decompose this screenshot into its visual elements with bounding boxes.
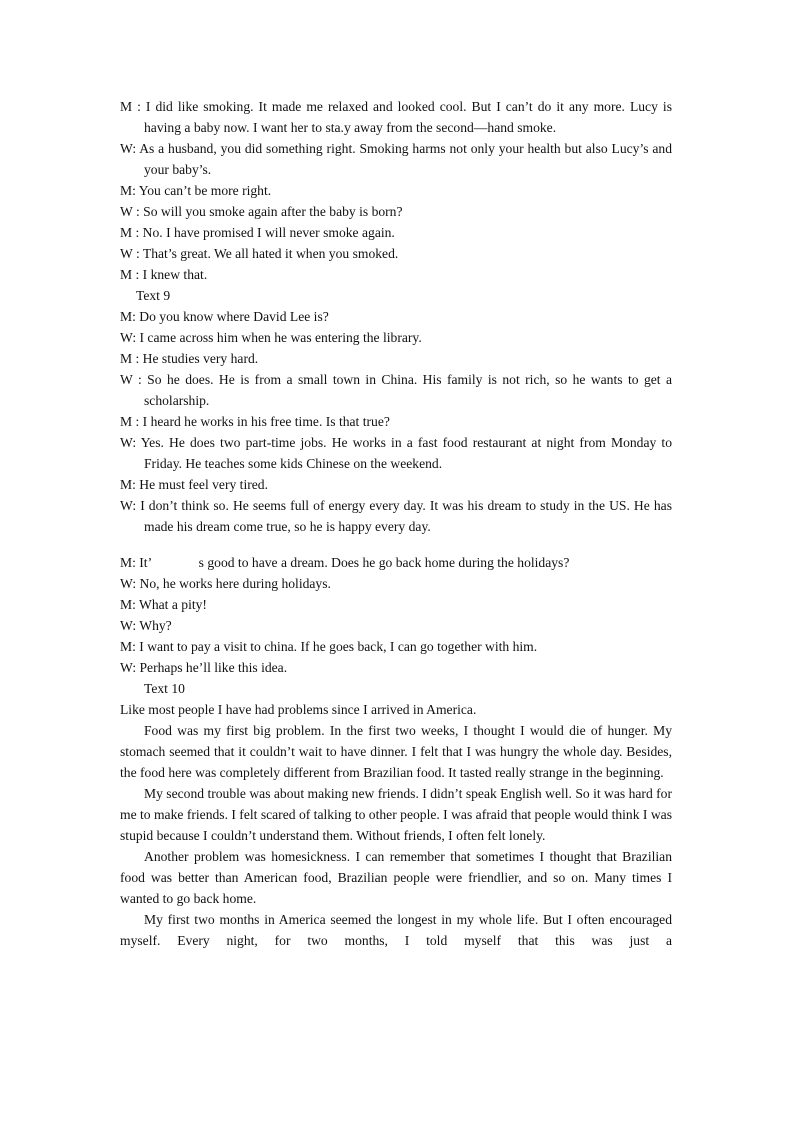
paragraph: Food was my first big problem. In the first two weeks, I thought I would die of hunger. My stomach seemed that it couldn’t wait to have dinner. I felt that I was hungry the whole day. Besides, the food here was completely different from Brazilian food. It tasted really strange in the beginning. xyxy=(120,723,672,780)
dialogue-line: W: Perhaps he’ll like this idea. xyxy=(120,660,288,675)
dialogue-line: M : I knew that. xyxy=(120,267,208,282)
dialogue-line: W: I don’t think so. He seems full of energy every day. It was his dream to study in the US. He has made his dream come true, so he is happy every day. xyxy=(120,498,672,534)
dialogue-line: W : That’s great. We all hated it when you smoked. xyxy=(120,246,399,261)
paragraph: Another problem was homesickness. I can remember that sometimes I thought that Brazilian food was better than American food, Brazilian people were friendlier, and so on. Many times I wanted to go back home. xyxy=(120,849,672,906)
dialogue-line: W : So he does. He is from a small town in China. His family is not rich, so he wants to get a scholarship. xyxy=(120,372,672,408)
dialogue-line: W: Yes. He does two part-time jobs. He works in a fast food restaurant at night from Monday to Friday. He teaches some kids Chinese on the weekend. xyxy=(120,435,672,471)
spacer xyxy=(120,537,672,552)
dialogue-line: M: It’ s good to have a dream. Does he go back home during the holidays? xyxy=(120,555,570,570)
text-9-heading: Text 9 xyxy=(136,288,171,303)
dialogue-line: M: Do you know where David Lee is? xyxy=(120,309,329,324)
dialogue-line: M: What a pity! xyxy=(120,597,207,612)
paragraph: My first two months in America seemed the longest in my whole life. But I often encouraged myself. Every night, for two months, I told myself that this was just a xyxy=(120,912,672,948)
dialogue-part-1 xyxy=(120,96,672,951)
dialogue-line: W: I came across him when he was entering the library. xyxy=(120,330,422,345)
dialogue-line: M : No. I have promised I will never smoke again. xyxy=(120,225,395,240)
dialogue-line: M : He studies very hard. xyxy=(120,351,259,366)
dialogue-line: M : I heard he works in his free time. Is that true? xyxy=(120,414,390,429)
dialogue-line: M: He must feel very tired. xyxy=(120,477,268,492)
dialogue-line: W : So will you smoke again after the baby is born? xyxy=(120,204,403,219)
paragraph: My second trouble was about making new friends. I didn’t speak English well. So it was hard for me to make friends. I felt scared of talking to other people. I was afraid that people would think I was stupid because I couldn’t understand them. Without friends, I often felt lonely. xyxy=(120,786,672,843)
dialogue-line: W: As a husband, you did something right. Smoking harms not only your health but also Lucy’s and your baby’s. xyxy=(120,141,672,177)
dialogue-line: M: You can’t be more right. xyxy=(120,183,272,198)
text-10-heading: Text 10 xyxy=(144,681,185,696)
dialogue-line: M: I want to pay a visit to china. If he goes back, I can go together with him. xyxy=(120,639,538,654)
dialogue-line: W: No, he works here during holidays. xyxy=(120,576,331,591)
text-10-intro: Like most people I have had problems since I arrived in America. xyxy=(120,702,477,717)
dialogue-line: W: Why? xyxy=(120,618,172,633)
dialogue-line: M : I did like smoking. It made me relaxed and looked cool. But I can’t do it any more. Lucy is having a baby now. I want her to sta.y away from the second—hand smoke. xyxy=(120,99,672,135)
